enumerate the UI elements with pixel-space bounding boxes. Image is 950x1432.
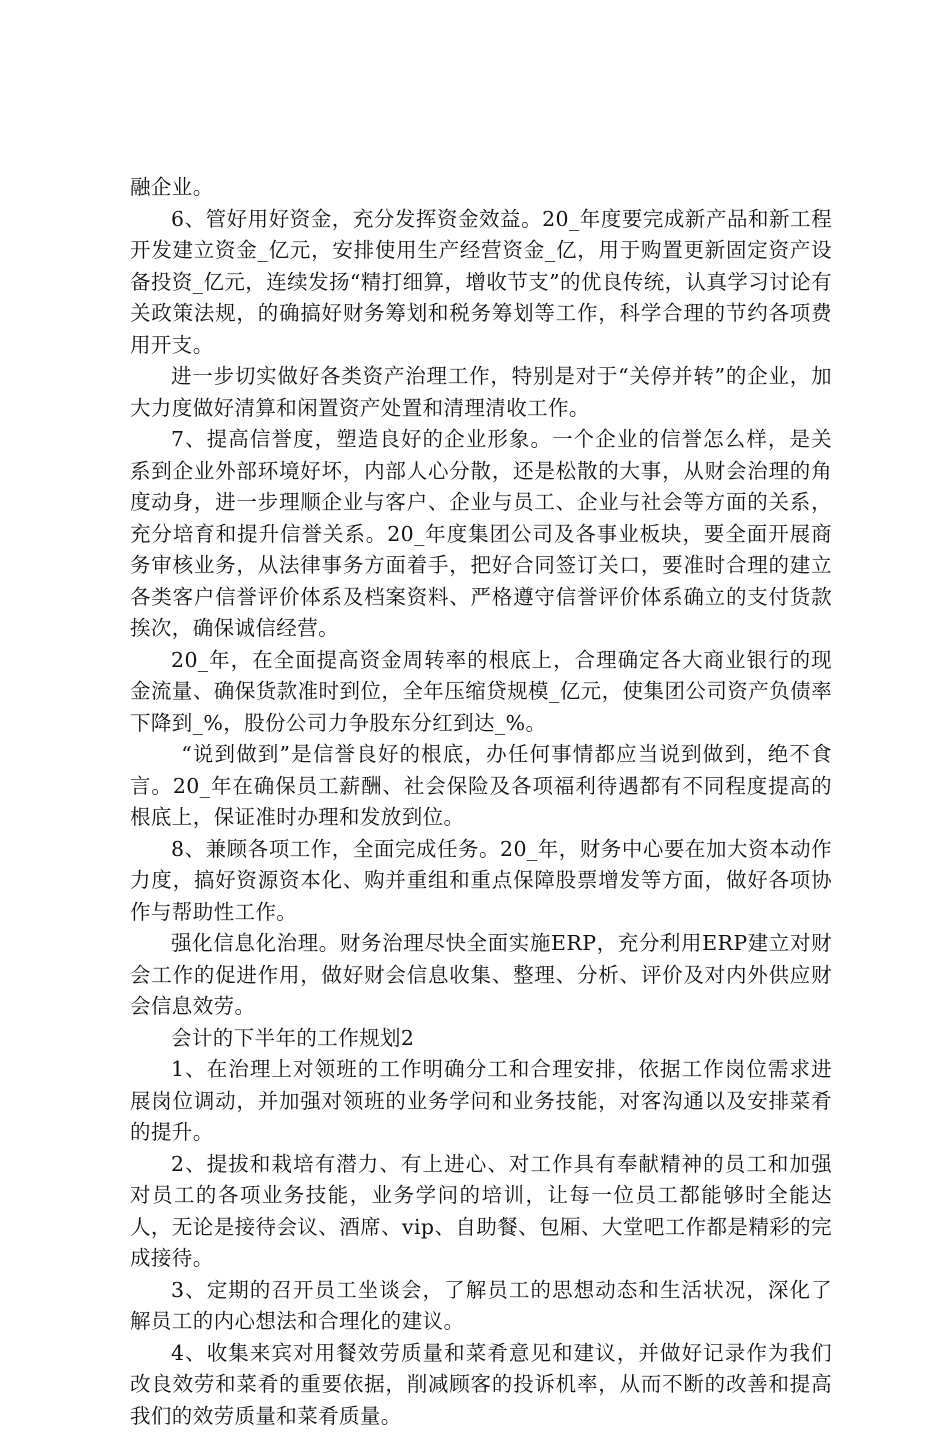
- paragraph-keep-promise: “说到做到”是信誉良好的根底，办任何事情都应当说到做到，绝不食言。20_年在确保员工薪酬、社会保险及各项福利待遇都有不同程度提高的根底上，保证准时办理和发放到位。: [130, 739, 832, 834]
- paragraph-item-8: 8、兼顾各项工作，全面完成任务。20_年，财务中心要在加大资本动作力度，搞好资源资本化、购并重组和重点保障股票增发等方面，做好各项协作与帮助性工作。: [130, 834, 832, 929]
- paragraph-continuation: 融企业。: [130, 172, 832, 204]
- document-body: [130, 172, 832, 1432]
- paragraph-capital-turnover: 20_年，在全面提高资金周转率的根底上，合理确定各大商业银行的现金流量、确保货款准时到位，全年压缩贷规模_亿元，使集团公司资产负债率下降到_%，股份公司力争股东分红到达_%。: [130, 645, 832, 740]
- paragraph-plan-item-2: 2、提拔和栽培有潜力、有上进心、对工作具有奉献精神的员工和加强对员工的各项业务技能，业务学问的培训，让每一位员工都能够时全能达人，无论是接待会议、酒席、vip、自助餐、包厢、大堂吧工作都是精彩的完成接待。: [130, 1149, 832, 1275]
- paragraph-item-7: 7、提高信誉度，塑造良好的企业形象。一个企业的信誉怎么样，是关系到企业外部环境好坏，内部人心分散，还是松散的大事，从财会治理的角度动身，进一步理顺企业与客户、企业与员工、企业与社会等方面的关系，充分培育和提升信誉关系。20_年度集团公司及各事业板块，要全面开展商务审核业务，从法律事务方面着手，把好合同签订关口，要准时合理的建立各类客户信誉评价体系及档案资料、严格遵守信誉评价体系确立的支付货款挨次，确保诚信经营。: [130, 424, 832, 645]
- paragraph-plan-item-3: 3、定期的召开员工坐谈会，了解员工的思想动态和生活状况，深化了解员工的内心想法和合理化的建议。: [130, 1275, 832, 1338]
- section-heading: 会计的下半年的工作规划2: [130, 1023, 832, 1055]
- paragraph-item-6: 6、管好用好资金，充分发挥资金效益。20_年度要完成新产品和新工程开发建立资金_亿元，安排使用生产经营资金_亿，用于购置更新固定资产设备投资_亿元，连续发扬“精打细算，增收节支”的优良传统，认真学习讨论有关政策法规，的确搞好财务筹划和税务筹划等工作，科学合理的节约各项费用开支。: [130, 204, 832, 362]
- paragraph-plan-item-4: 4、收集来宾对用餐效劳质量和菜肴意见和建议，并做好记录作为我们改良效劳和菜肴的重要依据，削减顾客的投诉机率，从而不断的改善和提高我们的效劳质量和菜肴质量。: [130, 1338, 832, 1432]
- paragraph-asset-management: 进一步切实做好各类资产治理工作，特别是对于“关停并转”的企业，加大力度做好清算和闲置资产处置和清理清收工作。: [130, 361, 832, 424]
- paragraph-plan-item-1: 1、在治理上对领班的工作明确分工和合理安排，依据工作岗位需求进展岗位调动，并加强对领班的业务学问和业务技能，对客沟通以及安排菜肴的提升。: [130, 1054, 832, 1149]
- paragraph-informatization: 强化信息化治理。财务治理尽快全面实施ERP，充分利用ERP建立对财会工作的促进作用，做好财会信息收集、整理、分析、评价及对内外供应财会信息效劳。: [130, 928, 832, 1023]
